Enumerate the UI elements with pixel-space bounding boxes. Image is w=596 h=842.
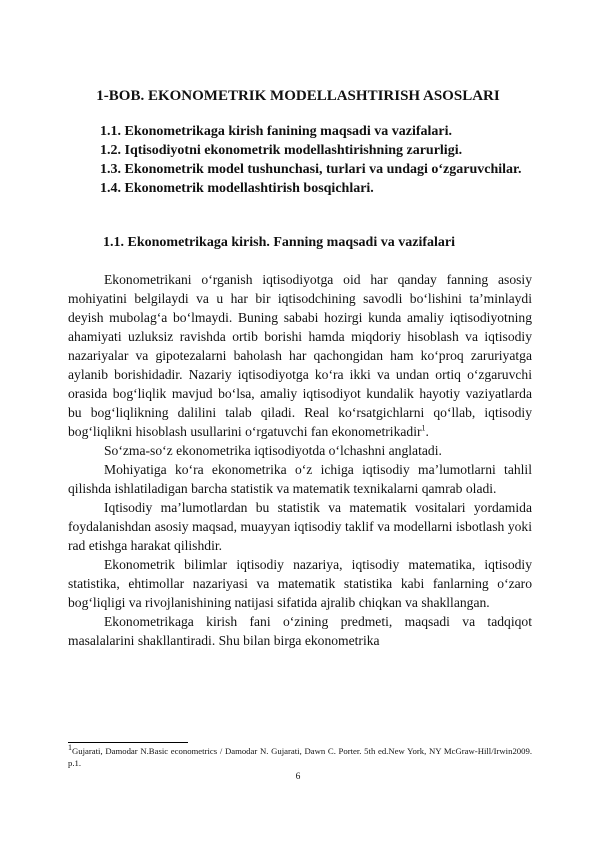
paragraph-4: Iqtisodiy ma’lumotlardan bu statistik va matematik vositalari yordamida foydalanishdan asosiy maqsad, muayyan iqtisodiy taklif va modellarni isbotlash yoki rad etishga harakat qilishdir. bbox=[68, 500, 532, 553]
footnote-divider bbox=[68, 742, 188, 743]
toc-item-1: 1.1. Ekonometrikaga kirish fanining maqsadi va vazifalari. bbox=[100, 124, 452, 139]
paragraph-5: Ekonometrik bilimlar iqtisodiy nazariya, iqtisodiy matematika, iqtisodiy statistika, ehtimollar nazariyasi va matematik statistika kabi fanlarning o‘zaro bog‘liqligi va rivojlanishining natijasi sifatida ajralib chiqkan va shakllangan. bbox=[68, 557, 532, 610]
toc-item-3: 1.3. Ekonometrik model tushunchasi, turlari va undagi o‘zgaruvchilar. bbox=[100, 162, 522, 177]
page-number: 6 bbox=[295, 772, 301, 782]
paragraph-1 bbox=[68, 270, 532, 441]
section-list bbox=[100, 122, 532, 198]
footnote-ref: 1 bbox=[421, 423, 426, 433]
paragraph-1-end: . bbox=[425, 424, 429, 439]
paragraph-2: So‘zma-so‘z ekonometrika iqtisodiyotda o‘lchashni anglatadi. bbox=[104, 443, 442, 458]
paragraph-6: Ekonometrikaga kirish fani o‘zining predmeti, maqsadi va tadqiqot masalalarini shakllantiradi. Shu bilan birga ekonometrika bbox=[68, 614, 532, 648]
chapter-title: 1-BOB. EKONOMETRIK MODELLASHTIRISH ASOSLARI bbox=[96, 88, 500, 104]
footnote-marker: 1 bbox=[68, 743, 72, 753]
body-text bbox=[68, 270, 532, 650]
toc-item-4: 1.4. Ekonometrik modellashtirish bosqichlari. bbox=[100, 181, 374, 196]
footnote-text: Gujarati, Damodar N.Basic econometrics / Damodar N. Gujarati, Dawn C. Porter. 5th ed.New York, NY McGraw-Hill/Irwin2009. p.1. bbox=[68, 746, 532, 768]
toc-item-2: 1.2. Iqtisodiyotni ekonometrik modellashtirishning zarurligi. bbox=[100, 143, 463, 158]
paragraph-3: Mohiyatiga ko‘ra ekonometrika o‘z ichiga iqtisodiy ma’lumotlarni tahlil qilishda ishlatiladigan barcha statistik va matematik texnikalarni qamrab oladi. bbox=[68, 462, 532, 496]
paragraph-1-text: Ekonometrikani o‘rganish iqtisodiyotga oid har qanday fanning asosiy mohiyatini belgilaydi va u har bir iqtisodchining savodli bo‘lishini ta’minlaydi deyish mubolag‘a bo‘lmaydi. Buning sababi hozirgi kunda amaliy iqtisodiyotning ahamiyati uzluksiz ravishda ortib borishi hamda miqdoriy hisoblash va iqtisodiy nazariyalar va gipotezalarni baholash har qachongidan ham ko‘proq zaruriyatga aylanib borishidadir. Nazariy iqtisodiyotga ko‘ra ikki va undan ortiq o‘zgaruvchi orasida bog‘liqlik mavjud bo‘lsa, amaliy iqtisodiyot kundalik hayotiy vaziyatlarda bu bog‘liqlikning dalilini talab qiladi. Real ko‘rsatgichlarni qo‘llab, iqtisodiy bog‘liqlikni hisoblash usullarini o‘rgatuvchi fan ekonometrikadir bbox=[68, 272, 532, 439]
footnote bbox=[68, 745, 532, 769]
section-heading: 1.1. Ekonometrikaga kirish. Fanning maqsadi va vazifalari bbox=[103, 235, 455, 250]
